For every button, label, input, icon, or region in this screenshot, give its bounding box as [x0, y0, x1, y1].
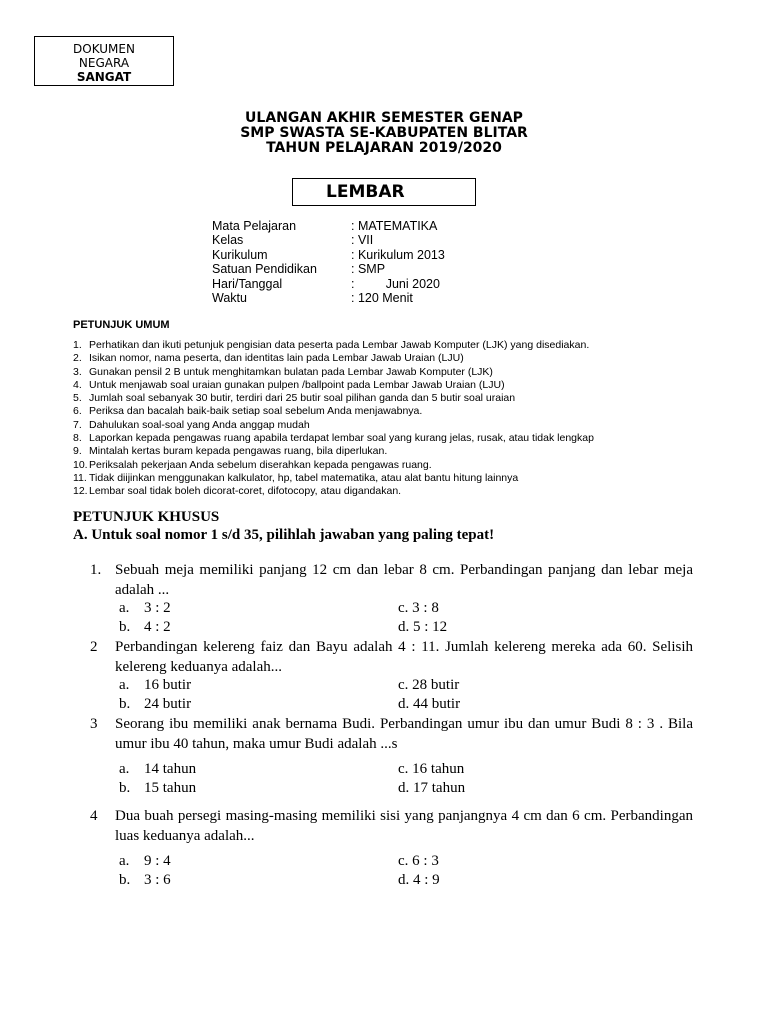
option-letter: a.	[119, 761, 130, 777]
exam-header	[0, 111, 768, 156]
option-text: 9 : 4	[144, 853, 171, 869]
info-row	[212, 291, 445, 305]
option-letter: c.	[398, 761, 409, 777]
info-label: Mata Pelajaran	[212, 219, 297, 233]
answer-option	[398, 871, 440, 890]
info-label: Hari/Tanggal	[212, 276, 283, 291]
list-item	[73, 405, 594, 418]
option-letter: b.	[119, 780, 131, 796]
option-letter: d.	[398, 872, 410, 888]
question-text: Dua buah persegi masing-masing memiliki sisi yang panjangnya 4 cm dan 6 cm. Perbandingan luas keduanya adalah...	[115, 808, 693, 844]
list-item-number: 6.	[73, 405, 82, 418]
answer-option	[119, 676, 191, 695]
document-classification-stamp	[34, 36, 174, 86]
list-item	[73, 432, 594, 445]
info-value: : 120 Menit	[351, 290, 413, 305]
info-row	[212, 219, 445, 233]
list-item-number: 1.	[73, 339, 82, 351]
option-text: 16 butir	[144, 677, 192, 693]
header-line-1: ULANGAN AKHIR SEMESTER GENAP	[245, 110, 523, 126]
list-item	[73, 472, 594, 485]
question-number: 1.	[90, 562, 102, 578]
answer-option	[398, 760, 464, 779]
list-item-text: Jumlah soal sebanyak 30 butir, terdiri dari 25 butir soal pilihan ganda dan 5 butir soal uraian	[89, 392, 516, 405]
list-item-text: Isikan nomor, nama peserta, dan identitas lain pada Lembar Jawab Uraian (LJU)	[89, 352, 464, 365]
list-item-number: 10.	[73, 458, 88, 471]
list-item-number: 5.	[73, 392, 82, 405]
list-item-text: Periksa dan bacalah baik-baik setiap soal sebelum Anda menjawabnya.	[89, 405, 423, 418]
question-text: Sebuah meja memiliki panjang 12 cm dan lebar 8 cm. Perbandingan panjang dan lebar meja adalah ...	[115, 562, 693, 598]
petunjuk-khusus-title: PETUNJUK KHUSUS	[73, 509, 220, 525]
option-text: 6 : 3	[412, 853, 439, 869]
info-value: : MATEMATIKA	[351, 219, 438, 233]
option-letter: b.	[119, 696, 131, 712]
list-item	[73, 419, 594, 432]
answer-option	[398, 852, 439, 871]
answer-option	[398, 599, 439, 618]
info-row	[212, 248, 445, 262]
option-letter: a.	[119, 600, 130, 616]
list-item-text: Dahulukan soal-soal yang Anda anggap mudah	[89, 418, 310, 431]
stamp-line-3: SANGAT	[76, 70, 132, 84]
info-value: : Juni 2020	[351, 276, 440, 291]
list-item	[73, 445, 594, 458]
list-item	[73, 366, 594, 379]
list-item-text: Tidak diijinkan menggunakan kalkulator, hp, tabel matematika, atau alat bantu hitung lainnya	[89, 471, 519, 484]
option-text: 28 butir	[412, 677, 460, 693]
answer-option	[398, 618, 447, 637]
info-label: Kelas	[212, 233, 244, 248]
option-letter: d.	[398, 619, 410, 635]
option-letter: b.	[119, 619, 131, 635]
exam-info-table	[212, 219, 445, 305]
option-text: 4 : 2	[144, 619, 171, 635]
stamp-line-2: NEGARA	[78, 56, 130, 70]
option-letter: d.	[398, 696, 410, 712]
list-item-number: 12.	[73, 485, 88, 498]
answer-option	[119, 852, 171, 871]
question-number: 2	[90, 639, 98, 655]
option-text: 4 : 9	[413, 872, 440, 888]
list-item-text: Perhatikan dan ikuti petunjuk pengisian data peserta pada Lembar Jawab Komputer (LJK) yang disediakan.	[89, 339, 590, 351]
option-letter: a.	[119, 853, 130, 869]
list-item-text: Lembar soal tidak boleh dicorat-coret, difotocopy, atau digandakan.	[89, 485, 402, 498]
question-text: Perbandingan kelereng faiz dan Bayu adalah 4 : 11. Jumlah kelereng mereka ada 60. Selisih kelereng keduanya adalah...	[115, 639, 693, 675]
option-letter: c.	[398, 677, 409, 693]
info-value: : Kurikulum 2013	[351, 247, 445, 262]
list-item-number: 8.	[73, 432, 82, 445]
list-item-number: 11.	[73, 471, 87, 484]
info-label: Satuan Pendidikan	[212, 262, 317, 277]
question-number: 3	[90, 716, 98, 732]
info-row	[212, 277, 445, 291]
list-item-number: 4.	[73, 378, 82, 391]
answer-option	[119, 618, 171, 637]
option-text: 24 butir	[144, 696, 192, 712]
option-text: 44 butir	[413, 696, 461, 712]
option-letter: a.	[119, 677, 130, 693]
option-letter: c.	[398, 600, 409, 616]
petunjuk-umum-title: PETUNJUK UMUM	[73, 319, 170, 331]
petunjuk-khusus-subtitle: A. Untuk soal nomor 1 s/d 35, pilihlah jawaban yang paling tepat!	[73, 527, 495, 543]
option-text: 3 : 2	[144, 600, 171, 616]
header-line-3: TAHUN PELAJARAN 2019/2020	[266, 140, 502, 156]
option-text: 16 tahun	[412, 761, 465, 777]
info-value: : SMP	[351, 262, 386, 277]
option-letter: c.	[398, 853, 409, 869]
question-text: Seorang ibu memiliki anak bernama Budi. Perbandingan umur ibu dan umur Budi 8 : 3 . Bila umur ibu 40 tahun, maka umur Budi adalah ...s	[115, 716, 693, 752]
option-text: 14 tahun	[144, 761, 197, 777]
option-text: 3 : 8	[412, 600, 439, 616]
answer-option	[398, 676, 459, 695]
info-label: Waktu	[212, 290, 247, 305]
list-item	[73, 392, 594, 405]
answer-option	[119, 760, 196, 779]
list-item-text: Untuk menjawab soal uraian gunakan pulpen /ballpoint pada Lembar Jawab Uraian (LJU)	[89, 378, 505, 391]
option-letter: b.	[119, 872, 131, 888]
question-number: 4	[90, 808, 98, 824]
stamp-line-1: DOKUMEN	[73, 42, 135, 56]
list-item-number: 2.	[73, 352, 82, 365]
petunjuk-umum-list	[73, 339, 594, 499]
list-item-number: 3.	[73, 365, 82, 378]
list-item	[73, 379, 594, 392]
header-line-2: SMP SWASTA SE-KABUPATEN BLITAR	[240, 125, 528, 141]
answer-option	[119, 779, 196, 798]
list-item-number: 7.	[73, 418, 82, 431]
list-item-text: Gunakan pensil 2 B untuk menghitamkan bulatan pada Lembar Jawab Komputer (LJK)	[89, 365, 493, 378]
info-label: Kurikulum	[212, 247, 268, 262]
info-value: : VII	[351, 233, 374, 248]
list-item	[73, 352, 594, 365]
option-letter: d.	[398, 780, 410, 796]
answer-option	[398, 779, 465, 798]
list-item-text: Laporkan kepada pengawas ruang apabila terdapat lembar soal yang kurang jelas, rusak, atau tidak lengkap	[89, 432, 594, 445]
list-item	[73, 485, 594, 498]
option-text: 17 tahun	[413, 780, 466, 796]
option-text: 15 tahun	[144, 780, 197, 796]
petunjuk-khusus	[73, 508, 494, 544]
info-row	[212, 233, 445, 247]
list-item-text: Mintalah kertas buram kepada pengawas ruang, bila diperlukan.	[89, 445, 388, 458]
answer-option	[119, 695, 191, 714]
list-item	[73, 459, 594, 472]
lembar-box: LEMBAR	[292, 178, 476, 206]
answer-option	[119, 599, 171, 618]
info-row	[212, 262, 445, 276]
list-item-text: Periksalah pekerjaan Anda sebelum diserahkan kepada pengawas ruang.	[89, 458, 432, 471]
answer-option	[398, 695, 460, 714]
answer-option	[119, 871, 171, 890]
option-text: 5 : 12	[413, 619, 448, 635]
list-item	[73, 339, 594, 352]
option-text: 3 : 6	[144, 872, 171, 888]
list-item-number: 9.	[73, 445, 82, 458]
